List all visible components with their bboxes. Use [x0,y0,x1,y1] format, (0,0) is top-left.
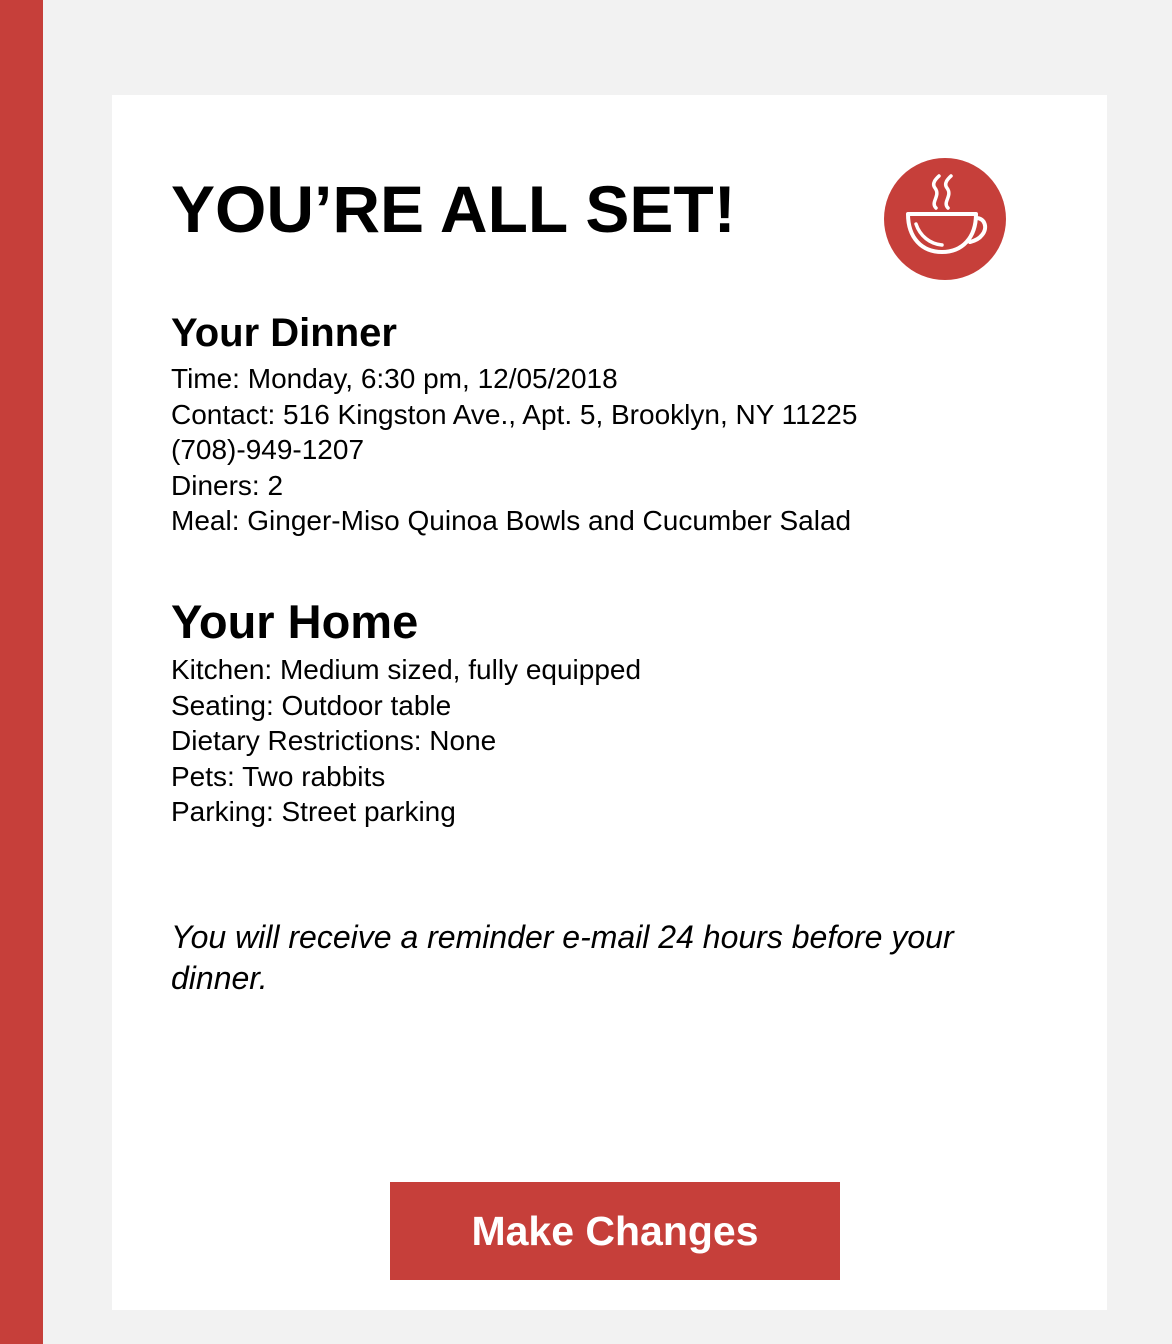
home-pets: Pets: Two rabbits [171,760,386,792]
home-section-title: Your Home [171,595,419,648]
home-seating: Seating: Outdoor table [171,689,452,721]
steaming-bowl-icon [884,158,1006,280]
home-dietary-restrictions: Dietary Restrictions: None [171,725,497,756]
reminder-note: You will receive a reminder e-mail 24 hours before your dinner. [171,919,954,996]
dinner-details [171,361,857,539]
home-kitchen: Kitchen: Medium sized, fully equipped [171,654,642,685]
make-changes-button[interactable]: Make Changes [390,1182,840,1280]
page-title: YOU’RE ALL SET! [171,172,736,246]
dinner-time: Time: Monday, 6:30 pm, 12/05/2018 [171,363,618,394]
home-details [171,652,641,830]
home-parking: Parking: Street parking [171,796,456,827]
confirmation-card [112,95,1107,1310]
dinner-contact-phone: (708)-949-1207 [171,434,365,465]
dinner-meal: Meal: Ginger-Miso Quinoa Bowls and Cucumber Salad [171,505,852,536]
dinner-contact-address: Contact: 516 Kingston Ave., Apt. 5, Brooklyn, NY 11225 [171,398,858,430]
dinner-diners: Diners: 2 [171,469,284,501]
accent-side-bar [0,0,43,1344]
dinner-section-title: Your Dinner [171,311,397,355]
